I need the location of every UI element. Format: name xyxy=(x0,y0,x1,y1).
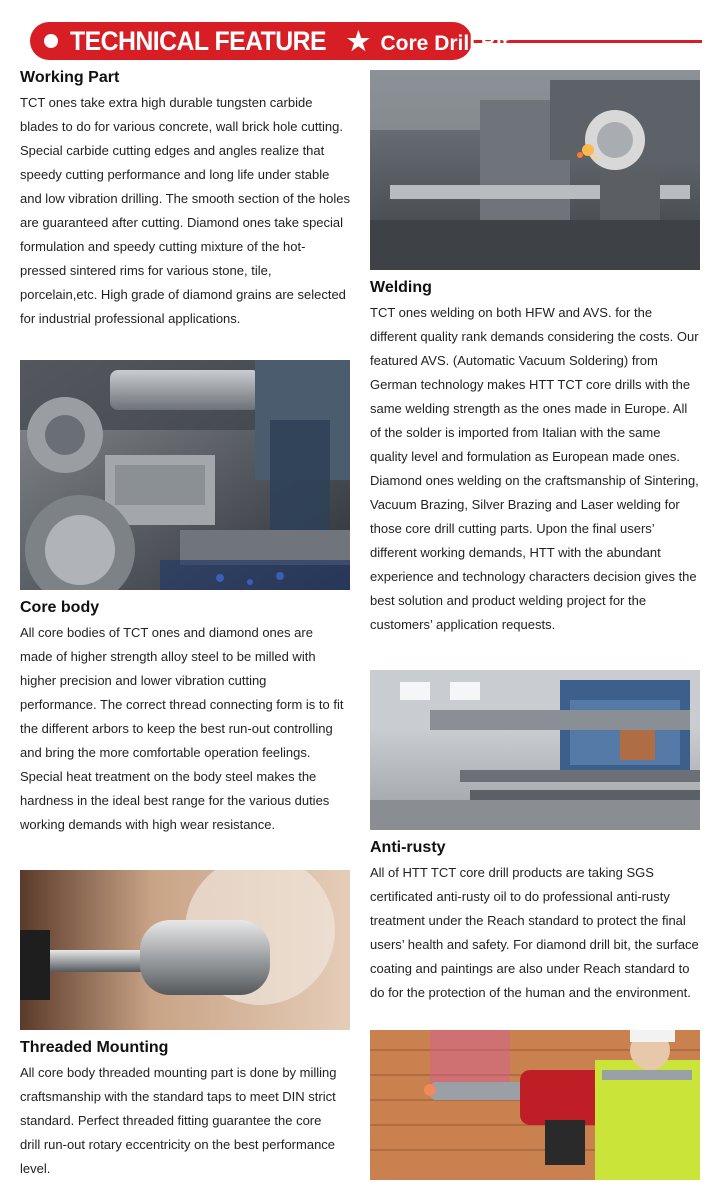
factory-line-photo xyxy=(370,670,700,830)
core-body-text: All core bodies of TCT ones and diamond ones are made of higher strength alloy steel to be milled with higher precision and lower vibration cutting performance. The correct thread connecting form is to fit the different arbors to keep the best run-out controlling and bring the more comfortable operation feelings. Special heat treatment on the body steel makes the hardness in the ideal best range for the various duties working demands with high wear resistance. xyxy=(20,625,344,832)
milling-machine-photo xyxy=(20,360,350,590)
welding-text-1: TCT ones welding on both HFW and AVS. for the different quality rank demands considering the costs. Our featured AVS. (Automatic Vacuum Soldering) from German technology makes HTT TCT core drills with the same welding strength as the ones made in Europe. All of the solder is imported from Italian with the same quality level and formulation as European made ones. xyxy=(370,305,699,464)
threaded-mounting-text: All core body threaded mounting part is done by milling craftsmanship with the standard taps to meet DIN strict standard. Perfect threaded fitting guarantee the core drill run-out rotary eccentricity on the best performance level. xyxy=(20,1065,337,1176)
welding-text xyxy=(370,301,700,637)
header-title xyxy=(70,25,509,57)
core-body-heading: Core body xyxy=(20,599,100,616)
welding-text-2: Diamond ones welding on the craftsmanship of Sintering, Vacuum Brazing, Silver Brazing and Laser welding for those core drill cutting parts. Upon the final users’ different working demands, HTT with the abundant experience and technology characters decision gives the best solution and product welding project for the customers’ application requests. xyxy=(370,473,699,632)
header-subtitle: Core Drill Bit xyxy=(380,32,509,55)
cutting-machine-photo xyxy=(370,70,700,270)
bullet-dot-icon xyxy=(44,34,58,48)
star-icon: ★ xyxy=(346,26,371,56)
welding-heading: Welding xyxy=(370,279,432,296)
anti-rusty-heading: Anti-rusty xyxy=(370,839,446,856)
header-title-text: TECHNICAL FEATURE xyxy=(70,26,327,56)
working-part-text: TCT ones take extra high durable tungsten carbide blades to do for various concrete, wall brick hole cutting. Special carbide cutting edges and angles realize that speedy cutting performance and long life under stable and low vibration drilling. The smooth section of the holes are guaranteed after cutting. Diamond ones take special formulation and speedy cutting mixture of the hot-pressed sintered rims for various stone, tile, porcelain,etc. High grade of diamond grains are selected for industrial professional applications. xyxy=(20,95,351,326)
anti-rusty-text: All of HTT TCT core drill products are taking SGS certificated anti-rusty oil to do professional anti-rusty treatment under the Reach standard to protect the final users’ health and safety. For diamond drill bit, the surface coating and paintings are also under Reach standard to do for the protection of the human and the environment. xyxy=(370,865,699,1000)
core-drill-photo xyxy=(20,870,350,1030)
working-part-heading: Working Part xyxy=(20,69,120,86)
drilling-worker-photo xyxy=(370,1030,700,1180)
threaded-mounting-heading: Threaded Mounting xyxy=(20,1039,169,1056)
